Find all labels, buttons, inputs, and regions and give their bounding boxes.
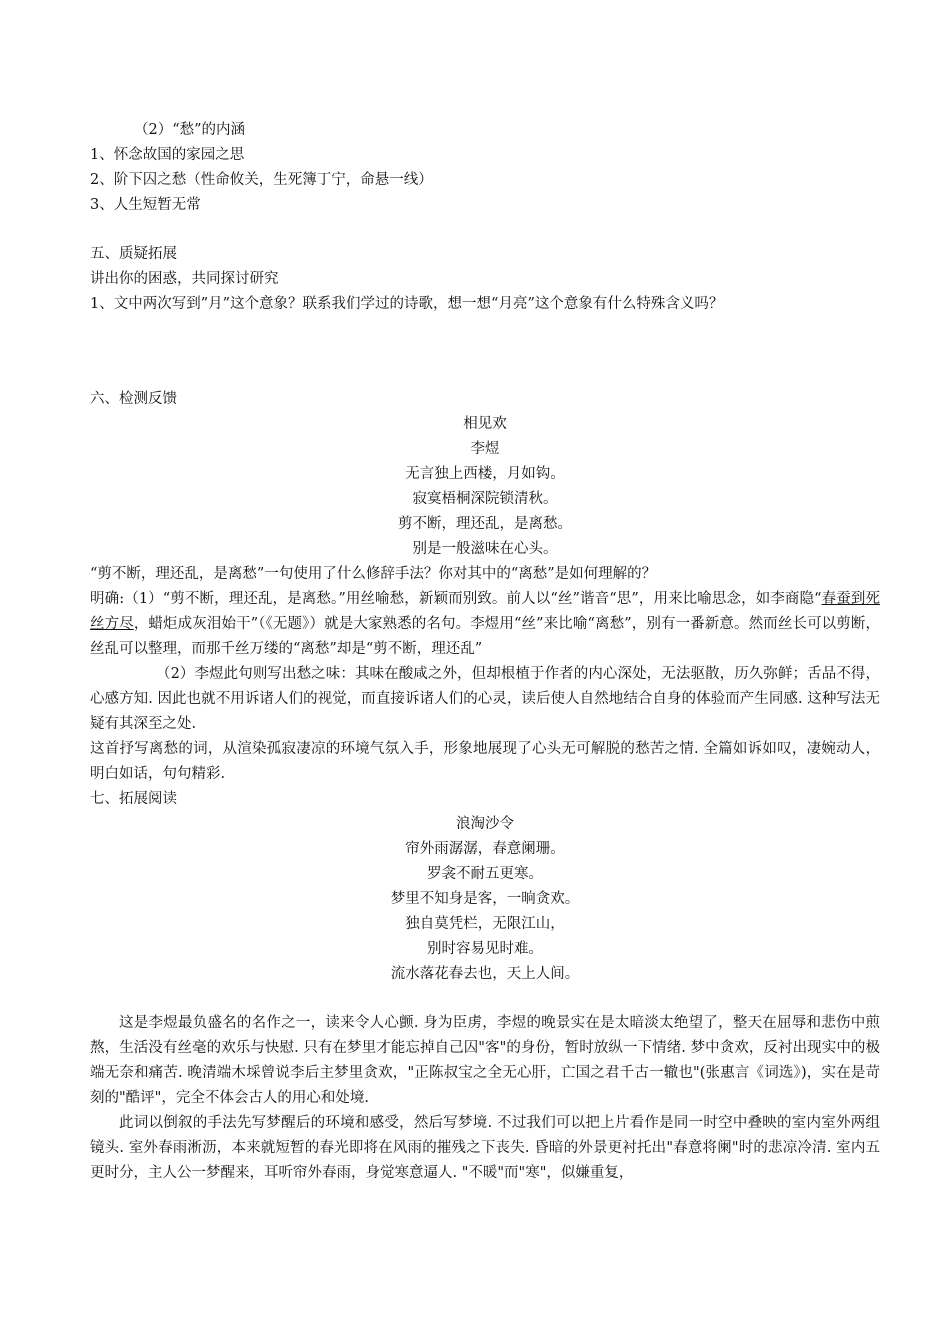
section6-heading: 六、检测反馈 — [90, 391, 177, 407]
poem-line: 罗衾不耐五更寒。 — [427, 866, 543, 882]
underlined-quote: 春蚕到死丝方尽 — [90, 591, 881, 632]
answer-paragraph-2: （2）李煜此句则写出愁之味：其味在酸咸之外，但却根植于作者的内心深处，无法驱散，历久弥鲜；舌品不得，心感方知. 因此也就不用诉诸人们的视觉，而直接诉诸人们的心灵，读后使人自然地结合自身的体验而产生同感. 这种写法无疑有其深至之处. — [90, 666, 880, 732]
poem-line: 别是一般滋味在心头。 — [412, 541, 558, 557]
poem-line: 别时容易见时难。 — [427, 941, 543, 957]
section7-heading: 七、拓展阅读 — [90, 791, 177, 807]
document-page — [90, 118, 880, 1186]
list-item: 1、怀念故国的家园之思 — [90, 147, 245, 163]
answer-text: ，蜡炬成灰泪始干”（《无题》）就是大家熟悉的名句。李煜用“丝”来比喻“离愁”，别有一番新意。然而丝长可以剪断，丝乱可以整理，而那千丝万缕的“离愁”却是“剪不断，理还乱” — [90, 616, 880, 657]
section4-subheading: （2）“愁”的内涵 — [134, 122, 246, 138]
poem-author: 李煜 — [470, 441, 500, 457]
list-item: 3、人生短暂无常 — [90, 197, 201, 213]
list-item: 2、阶下囚之愁（性命攸关，生死簿丁宁，命悬一线） — [90, 172, 433, 188]
section5-question: 1、文中两次写到”月”这个意象？联系我们学过的诗歌，想一想“月亮”这个意象有什么特殊含义吗？ — [90, 296, 724, 312]
poem-line: 梦里不知身是客，一晌贪欢。 — [390, 891, 580, 907]
spacer — [90, 317, 880, 387]
poem-line: 流水落花春去也，天上人间。 — [390, 966, 580, 982]
feedback-question: “剪不断，理还乱，是离愁”一句使用了什么修辞手法？你对其中的“离愁”是如何理解的？ — [90, 566, 657, 582]
spacer — [90, 218, 880, 242]
summary-paragraph: 这首抒写离愁的词，从渲染孤寂凄凉的环境气氛入手，形象地展现了心头无可解脱的愁苦之情. 全篇如诉如叹，凄婉动人，明白如话，句句精彩. — [90, 741, 880, 782]
poem-line: 独自莫凭栏，无限江山， — [405, 916, 565, 932]
spacer — [90, 987, 880, 1011]
poem-line: 寂寞梧桐深院锁清秋。 — [412, 491, 558, 507]
poem-line: 剪不断，理还乱，是离愁。 — [398, 516, 572, 532]
answer-paragraph-1 — [90, 587, 880, 662]
poem-line: 帘外雨潺潺，春意阑珊。 — [405, 841, 565, 857]
section5-intro: 讲出你的困惑，共同探讨研究 — [90, 271, 279, 287]
answer-text: 明确:（1）“剪不断，理还乱，是离愁。”用丝喻愁，新颖而别致。前人以“丝”谐音“思”，用来比喻思念，如李商隐“ — [90, 591, 822, 607]
poem-line: 无言独上西楼，月如钩。 — [405, 466, 565, 482]
reading-paragraph-1: 这是李煜最负盛名的名作之一，读来令人心颤. 身为臣虏，李煜的晚景实在是太暗淡太绝望了，整天在屈辱和悲伤中煎熬，生活没有丝毫的欢乐与快慰. 只有在梦里才能忘掉自己囚"客"的身份，暂时放纵一下情绪. 梦中贪欢，反衬出现实中的极端无奈和痛苦. 晚清端木埰曾说李后主梦里贪欢，"正陈叔宝之全无心肝，亡国之君千古一辙也"(张惠言《词选》)，实在是苛刻的"酷评"，完全不体会古人的用心和处境. — [90, 1015, 880, 1106]
section5-heading: 五、质疑拓展 — [90, 246, 177, 262]
poem-title: 浪淘沙令 — [456, 816, 514, 832]
poem-title: 相见欢 — [463, 416, 507, 432]
reading-paragraph-2: 此词以倒叙的手法先写梦醒后的环境和感受，然后写梦境. 不过我们可以把上片看作是同一时空中叠映的室内室外两组镜头. 室外春雨淅沥，本来就短暂的春光即将在风雨的摧残之下丧失. 昏暗的外景更衬托出"春意将阑"时的悲凉冷清. 室内五更时分，主人公一梦醒来，耳听帘外春雨，身觉寒意逼人. "不暖"而"寒"，似嫌重复， — [90, 1115, 880, 1181]
